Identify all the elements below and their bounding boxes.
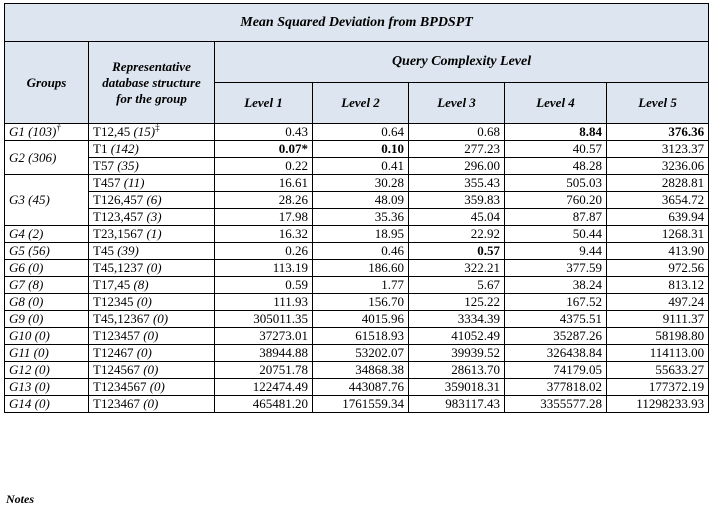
structure-count: (0) <box>152 311 169 326</box>
value-cell: 20751.78 <box>215 362 313 379</box>
value-cell: 8.84 <box>505 124 607 141</box>
group-label: G4 (2) <box>9 226 44 241</box>
representative-cell <box>89 345 215 362</box>
value-cell: 55633.27 <box>607 362 709 379</box>
value-cell: 53202.07 <box>313 345 409 362</box>
group-cell <box>5 243 89 260</box>
structure-count: (6) <box>146 192 162 207</box>
value-cell: 355.43 <box>409 175 505 192</box>
structure-count: (0) <box>146 260 162 275</box>
value-cell: 38.24 <box>505 277 607 294</box>
value-cell: 111.93 <box>215 294 313 311</box>
table-row <box>5 226 709 243</box>
table-row <box>5 141 709 158</box>
group-label: G9 (0) <box>9 311 44 326</box>
representative-cell <box>89 311 215 328</box>
table-row <box>5 311 709 328</box>
representative-cell <box>89 294 215 311</box>
structure-name: T124567 <box>93 362 140 377</box>
group-cell <box>5 226 89 243</box>
value-cell: 359018.31 <box>409 379 505 396</box>
structure-name: T126,457 <box>93 192 144 207</box>
representative-cell <box>89 396 215 413</box>
value-cell: 0.10 <box>313 141 409 158</box>
group-cell <box>5 175 89 226</box>
table-body <box>5 124 709 413</box>
structure-count: (39) <box>117 243 139 258</box>
value-cell: 377818.02 <box>505 379 607 396</box>
group-label: G2 (306) <box>9 149 57 165</box>
structure-count: (8) <box>133 277 149 292</box>
value-cell: 639.94 <box>607 209 709 226</box>
structure-name: T57 <box>93 158 114 173</box>
representative-cell <box>89 124 215 141</box>
value-cell: 296.00 <box>409 158 505 175</box>
value-cell: 3236.06 <box>607 158 709 175</box>
value-cell: 1.77 <box>313 277 409 294</box>
value-cell: 18.95 <box>313 226 409 243</box>
group-label: G10 (0) <box>9 328 50 343</box>
level-header: Level 3 <box>409 83 505 124</box>
value-cell: 40.57 <box>505 141 607 158</box>
table-row <box>5 158 709 175</box>
value-cell: 359.83 <box>409 192 505 209</box>
value-cell: 0.07* <box>215 141 313 158</box>
value-cell: 48.28 <box>505 158 607 175</box>
footnote-mark: ‡ <box>155 122 160 133</box>
table-row <box>5 328 709 345</box>
structure-name: T123457 <box>93 328 140 343</box>
structure-name: T23,1567 <box>93 226 144 241</box>
representative-cell <box>89 175 215 192</box>
table-row <box>5 260 709 277</box>
value-cell: 186.60 <box>313 260 409 277</box>
value-cell: 305011.35 <box>215 311 313 328</box>
value-cell: 114113.00 <box>607 345 709 362</box>
query-complexity-header: Query Complexity Level <box>215 42 709 83</box>
table-row <box>5 243 709 260</box>
deviation-table <box>4 3 709 413</box>
structure-name: T45 <box>93 243 114 258</box>
representative-cell <box>89 209 215 226</box>
value-cell: 326438.84 <box>505 345 607 362</box>
table-row <box>5 379 709 396</box>
structure-count: (0) <box>136 345 152 360</box>
group-label: G5 (56) <box>9 243 50 258</box>
group-label: G13 (0) <box>9 379 50 394</box>
value-cell: 35287.26 <box>505 328 607 345</box>
representative-cell <box>89 158 215 175</box>
value-cell: 322.21 <box>409 260 505 277</box>
level-header: Level 1 <box>215 83 313 124</box>
representative-cell <box>89 328 215 345</box>
value-cell: 413.90 <box>607 243 709 260</box>
value-cell: 22.92 <box>409 226 505 243</box>
group-cell <box>5 311 89 328</box>
value-cell: 11298233.93 <box>607 396 709 413</box>
value-cell: 0.64 <box>313 124 409 141</box>
value-cell: 0.43 <box>215 124 313 141</box>
value-cell: 17.98 <box>215 209 313 226</box>
group-cell <box>5 141 89 175</box>
representative-cell <box>89 379 215 396</box>
value-cell: 0.26 <box>215 243 313 260</box>
table-title: Mean Squared Deviation from BPDSPT <box>5 4 709 42</box>
value-cell: 497.24 <box>607 294 709 311</box>
representative-cell <box>89 141 215 158</box>
structure-name: T123467 <box>93 396 140 411</box>
value-cell: 45.04 <box>409 209 505 226</box>
group-cell <box>5 277 89 294</box>
value-cell: 50.44 <box>505 226 607 243</box>
value-cell: 16.61 <box>215 175 313 192</box>
table-row <box>5 294 709 311</box>
value-cell: 2828.81 <box>607 175 709 192</box>
group-cell <box>5 379 89 396</box>
representative-cell <box>89 192 215 209</box>
structure-count: (1) <box>146 226 162 241</box>
table-row <box>5 362 709 379</box>
structure-count: (3) <box>146 209 162 224</box>
representative-header: Representative database structure for the group <box>89 42 215 124</box>
group-cell <box>5 345 89 362</box>
level-header: Level 5 <box>607 83 709 124</box>
group-cell <box>5 294 89 311</box>
structure-count: (0) <box>143 396 159 411</box>
value-cell: 1268.31 <box>607 226 709 243</box>
structure-name: T457 <box>93 175 121 190</box>
value-cell: 983117.43 <box>409 396 505 413</box>
value-cell: 3334.39 <box>409 311 505 328</box>
value-cell: 16.32 <box>215 226 313 243</box>
group-label: G14 (0) <box>9 396 50 411</box>
value-cell: 376.36 <box>607 124 709 141</box>
value-cell: 3123.37 <box>607 141 709 158</box>
group-label: G1 (103) <box>9 124 57 139</box>
structure-count: (35) <box>117 158 139 173</box>
representative-cell <box>89 277 215 294</box>
value-cell: 443087.76 <box>313 379 409 396</box>
value-cell: 167.52 <box>505 294 607 311</box>
groups-header: Groups <box>5 42 89 124</box>
value-cell: 0.68 <box>409 124 505 141</box>
group-cell <box>5 328 89 345</box>
level-header: Level 4 <box>505 83 607 124</box>
value-cell: 9.44 <box>505 243 607 260</box>
structure-name: T1234567 <box>93 379 147 394</box>
group-cell <box>5 124 89 141</box>
group-label: G3 (45) <box>9 192 50 207</box>
value-cell: 48.09 <box>313 192 409 209</box>
representative-cell <box>89 226 215 243</box>
group-cell <box>5 396 89 413</box>
value-cell: 61518.93 <box>313 328 409 345</box>
structure-count: (142) <box>110 141 139 156</box>
value-cell: 4375.51 <box>505 311 607 328</box>
table-row <box>5 277 709 294</box>
value-cell: 156.70 <box>313 294 409 311</box>
value-cell: 465481.20 <box>215 396 313 413</box>
value-cell: 37273.01 <box>215 328 313 345</box>
value-cell: 74179.05 <box>505 362 607 379</box>
value-cell: 813.12 <box>607 277 709 294</box>
group-label: G11 (0) <box>9 345 49 360</box>
value-cell: 0.22 <box>215 158 313 175</box>
value-cell: 377.59 <box>505 260 607 277</box>
value-cell: 3654.72 <box>607 192 709 209</box>
value-cell: 34868.38 <box>313 362 409 379</box>
group-label: G6 (0) <box>9 260 44 275</box>
value-cell: 9111.37 <box>607 311 709 328</box>
structure-name: T123,457 <box>93 209 144 224</box>
structure-name: T12,45 <box>93 124 131 139</box>
structure-count: (0) <box>143 328 159 343</box>
value-cell: 0.41 <box>313 158 409 175</box>
value-cell: 0.57 <box>409 243 505 260</box>
value-cell: 87.87 <box>505 209 607 226</box>
value-cell: 972.56 <box>607 260 709 277</box>
value-cell: 5.67 <box>409 277 505 294</box>
table-row <box>5 192 709 209</box>
value-cell: 3355577.28 <box>505 396 607 413</box>
value-cell: 58198.80 <box>607 328 709 345</box>
value-cell: 1761559.34 <box>313 396 409 413</box>
group-cell <box>5 362 89 379</box>
value-cell: 35.36 <box>313 209 409 226</box>
value-cell: 28613.70 <box>409 362 505 379</box>
structure-name: T1 <box>93 141 108 156</box>
value-cell: 760.20 <box>505 192 607 209</box>
group-cell <box>5 260 89 277</box>
level-header: Level 2 <box>313 83 409 124</box>
structure-count: (0) <box>149 379 165 394</box>
structure-name: T17,45 <box>93 277 131 292</box>
value-cell: 28.26 <box>215 192 313 209</box>
value-cell: 0.59 <box>215 277 313 294</box>
value-cell: 0.46 <box>313 243 409 260</box>
group-label: G8 (0) <box>9 294 44 309</box>
structure-count: (15) <box>133 124 156 139</box>
representative-cell <box>89 260 215 277</box>
value-cell: 39939.52 <box>409 345 505 362</box>
value-cell: 4015.96 <box>313 311 409 328</box>
structure-name: T45,1237 <box>93 260 144 275</box>
value-cell: 30.28 <box>313 175 409 192</box>
value-cell: 277.23 <box>409 141 505 158</box>
value-cell: 122474.49 <box>215 379 313 396</box>
value-cell: 38944.88 <box>215 345 313 362</box>
value-cell: 125.22 <box>409 294 505 311</box>
value-cell: 177372.19 <box>607 379 709 396</box>
structure-count: (0) <box>136 294 152 309</box>
table-row <box>5 175 709 192</box>
group-label: G12 (0) <box>9 362 50 377</box>
table-row <box>5 209 709 226</box>
table-row <box>5 124 709 141</box>
group-label: G7 (8) <box>9 277 44 292</box>
value-cell: 113.19 <box>215 260 313 277</box>
value-cell: 505.03 <box>505 175 607 192</box>
table-row <box>5 396 709 413</box>
structure-name: T12467 <box>93 345 134 360</box>
structure-name: T45,12367 <box>93 311 150 326</box>
table-row <box>5 345 709 362</box>
value-cell: 41052.49 <box>409 328 505 345</box>
table-note: Notes <box>6 492 34 506</box>
structure-count: (0) <box>143 362 159 377</box>
representative-cell <box>89 362 215 379</box>
structure-count: (11) <box>123 175 145 190</box>
structure-name: T12345 <box>93 294 134 309</box>
footnote-mark: † <box>56 122 61 133</box>
representative-cell <box>89 243 215 260</box>
